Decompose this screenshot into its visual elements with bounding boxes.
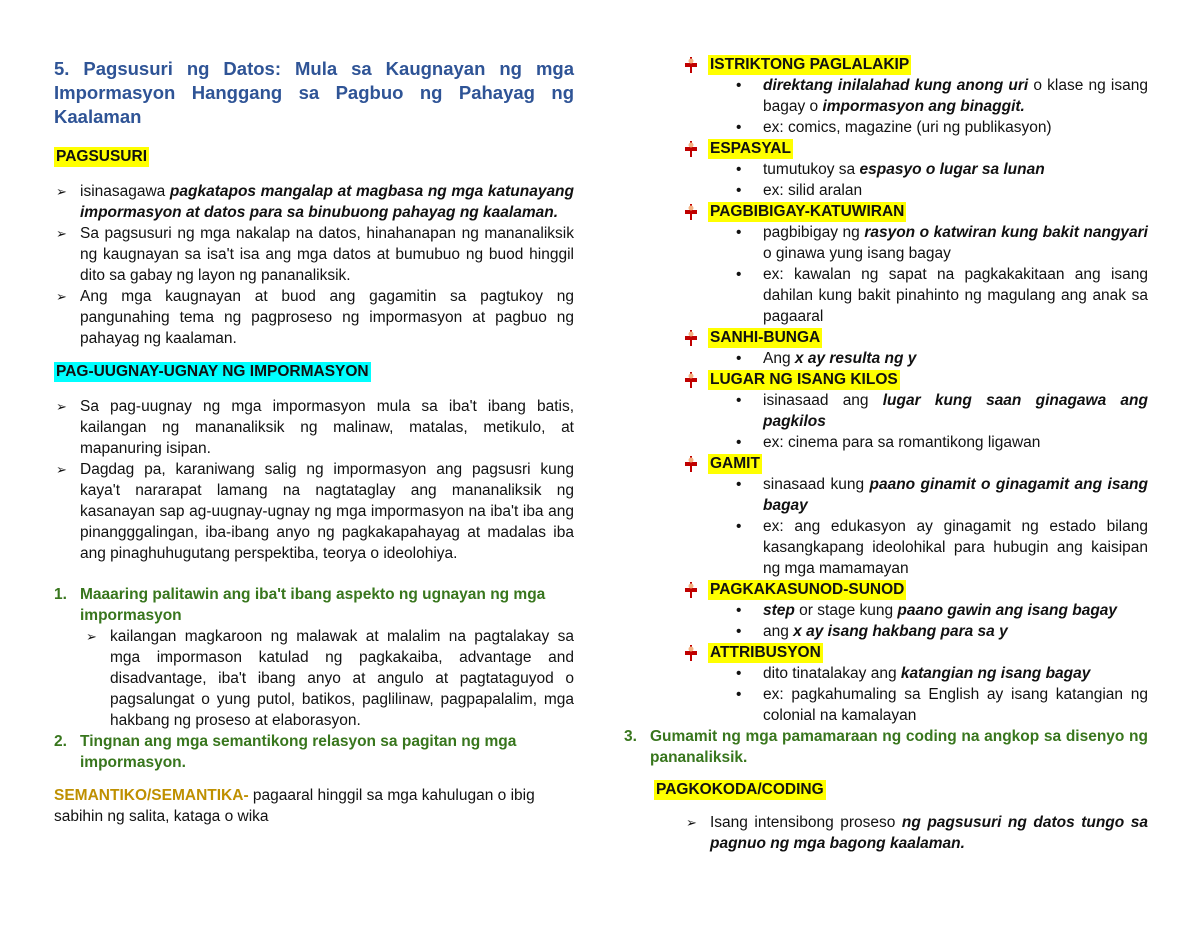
- list-item: • sinasaad kung paano ginamit o ginagamit ang isang bagay: [736, 476, 1148, 514]
- arrow-bullet-icon: ➢: [56, 289, 67, 304]
- pin-icon: [684, 645, 698, 661]
- category-sunod: PAGKAKASUNOD-SUNOD: [624, 579, 1148, 600]
- list-item: • ex: comics, magazine (uri ng publikasyon): [736, 119, 1052, 136]
- list-item: ➢ Isang intensibong proseso ng pagsusuri ng datos tungo sa pagnuo ng mga bagong kaalaman.: [686, 814, 1148, 852]
- list-item: ➢ Dagdag pa, karaniwang salig ng impormasyon ang pagsusri kung kaya't nararapat lamang na nagtataglay ang mananaliksik ng kasanayan sap ag-uugnay-ugnay ng mga impormasyon na iba't iba ang pinangggalingan, iba-ibang anyo ng pagkakapahayag at madalas iba ang pinaghuhugutang perspektiba, teorya o ideolohiya.: [56, 461, 574, 562]
- pin-icon: [684, 372, 698, 388]
- list-item: • ex: pagkahumaling sa English ay isang katangian ng colonial na kamalayan: [736, 686, 1148, 724]
- list-item: • isinasaad ang lugar kung saan ginagawa ang pagkilos: [736, 392, 1148, 430]
- list-item: • ex: kawalan ng sapat na pagkakakitaan ang isang dahilan kung bakit pinahinto ng magulang ang anak sa pagaaral: [736, 266, 1148, 325]
- category-espasyal: ESPASYAL: [624, 138, 1148, 159]
- pin-icon: [684, 582, 698, 598]
- arrow-bullet-icon: ➢: [56, 184, 67, 199]
- pagsusuri-list: [54, 181, 574, 349]
- list-item: ➢ Ang mga kaugnayan at buod ang gagamitin sa pagtukoy ng pangunahing tema ng pagproseso ng impormasyon at pagbuo ng pahayag ng kaalaman.: [56, 288, 574, 347]
- pin-icon: [684, 330, 698, 346]
- list-item: • pagbibigay ng rasyon o katwiran kung bakit nangyari o ginawa yung isang bagay: [736, 224, 1148, 262]
- category-attrib: ATTRIBUSYON: [624, 642, 1148, 663]
- right-column: [624, 54, 1148, 854]
- arrow-bullet-icon: ➢: [686, 815, 697, 830]
- list-item: • ex: ang edukasyon ay ginagamit ng estado bilang kasangkapang ideolohikal para hubugin ang kaisipan ng mga mamamayan: [736, 518, 1148, 577]
- arrow-bullet-icon: ➢: [56, 462, 67, 477]
- list-item: • Ang x ay resulta ng y: [736, 350, 917, 367]
- page-title: 5. Pagsusuri ng Datos: Mula sa Kaugnayan ng mga Impormasyon Hanggang sa Pagbuo ng Pahayag ng Kaalaman: [54, 58, 574, 127]
- pin-icon: [684, 456, 698, 472]
- list-item: • ex: cinema para sa romantikong ligawan: [736, 434, 1041, 451]
- uugnay-list: [54, 396, 574, 564]
- pin-icon: [684, 141, 698, 157]
- list-item: ➢ Sa pagsusuri ng mga nakalap na datos, hinahanapan ng mananaliksik ng kaugnayan sa isa't isa ang mga datos at bumubuo ng buod hinggil dito sa gabay ng layon ng pananaliksik.: [56, 225, 574, 284]
- category-istrikto: ISTRIKTONG PAGLALAKIP: [624, 54, 1148, 75]
- numbered-item-1: 1. Maaaring palitawin ang iba't ibang aspekto ng ugnayan ng mga impormasyon: [54, 586, 546, 624]
- list-item: • step or stage kung paano gawin ang isang bagay: [736, 602, 1118, 619]
- list-item: • dito tinatalakay ang katangian ng isang bagay: [736, 665, 1091, 682]
- list-item: ➢ isinasagawa pagkatapos mangalap at magbasa ng mga katunayang impormasyon at datos para sa binubuong pahayag ng kaalaman.: [56, 183, 574, 221]
- arrow-bullet-icon: ➢: [56, 399, 67, 414]
- pagsusuri-heading: PAGSUSURI: [56, 148, 148, 165]
- pin-icon: [684, 57, 698, 73]
- list-item: ➢ kailangan magkaroon ng malawak at malalim na pagtalakay sa mga impormason katulad ng pagkakaiba, advantage and disadvantage, iba't ibang anyo at angulo at pagtataguyod o pagsalungat o yung putol, batikos, paglilinaw, pagpapalalim, mga hakbang ng proseso at elaborasyon.: [86, 628, 574, 729]
- category-sanhi: SANHI-BUNGA: [624, 327, 1148, 348]
- pin-icon: [684, 204, 698, 220]
- numbered-item-3: 3. Gumamit ng mga pamamaraan ng coding na angkop sa disenyo ng pananaliksik.: [624, 728, 1148, 766]
- left-column: [54, 52, 574, 827]
- list-item: • tumutukoy sa espasyo o lugar sa lunan: [736, 161, 1045, 178]
- semantiko-definition: SEMANTIKO/SEMANTIKA- pagaaral hinggil sa mga kahulugan o ibig sabihin ng salita, kataga o wika: [54, 787, 535, 825]
- list-item: • ang x ay isang hakbang para sa y: [736, 623, 1008, 640]
- numbered-item-2: 2. Tingnan ang mga semantikong relasyon sa pagitan ng mga impormasyon.: [54, 733, 517, 771]
- arrow-bullet-icon: ➢: [86, 629, 97, 644]
- category-katuwiran: PAGBIBIGAY-KATUWIRAN: [624, 201, 1148, 222]
- list-item: • direktang inilalahad kung anong uri o klase ng isang bagay o impormasyon ang binaggit.: [736, 77, 1148, 115]
- uugnay-heading: PAG-UUGNAY-UGNAY NG IMPORMASYON: [56, 363, 369, 380]
- list-item: • ex: silid aralan: [736, 182, 863, 199]
- arrow-bullet-icon: ➢: [56, 226, 67, 241]
- list-item: ➢ Sa pag-uugnay ng mga impormasyon mula sa iba't ibang batis, kailangan ng mananaliksik ng malinaw, matalas, metikulo, at mapanuring isipan.: [56, 398, 574, 457]
- category-gamit: GAMIT: [624, 453, 1148, 474]
- coding-heading: PAGKOKODA/CODING: [656, 781, 824, 798]
- category-lugar: LUGAR NG ISANG KILOS: [624, 369, 1148, 390]
